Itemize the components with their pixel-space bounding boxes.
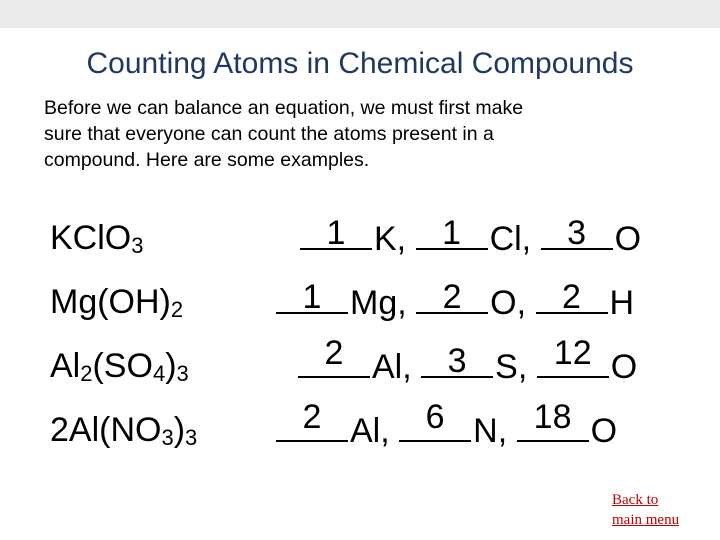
formula-text: KClO [50, 219, 132, 257]
answer-blank [300, 214, 372, 252]
answer-value: 1 [326, 214, 346, 252]
answer-blank [298, 334, 370, 378]
back-to-main-menu-link[interactable] [612, 490, 679, 530]
formula-mgoh2 [50, 282, 183, 322]
intro-line-1: Before we can balance an equation, we must first make [44, 97, 524, 119]
answer-blank [537, 334, 609, 378]
answer-blank [276, 278, 348, 316]
answer-blank [517, 398, 589, 442]
formula-text: ) [165, 347, 177, 385]
intro-line-3: compound. Here are some examples. [44, 149, 370, 171]
answer-blank [536, 278, 608, 316]
answer-value: 2 [562, 278, 581, 316]
formula-text: Al [50, 347, 81, 385]
answer-blank [399, 398, 471, 442]
formula-subscript: 3 [176, 361, 189, 386]
back-link-line-2: main menu [612, 512, 680, 528]
answer-value: 2 [324, 334, 344, 372]
formula-text: 2Al(NO [50, 411, 162, 449]
answer-value: 1 [442, 214, 462, 252]
element-label: N, [473, 412, 508, 450]
answer-value: 6 [425, 398, 445, 436]
answer-blank [541, 214, 613, 252]
answer-value: 1 [302, 278, 322, 316]
element-label: Cl, [489, 220, 532, 258]
count-line-kclo3 [300, 214, 642, 259]
element-label: K, [374, 220, 407, 258]
answer-blank [416, 214, 488, 252]
formula-subscript: 3 [185, 425, 198, 450]
count-line-mgoh2 [276, 278, 635, 323]
answer-blank [421, 342, 493, 380]
element-label: O [614, 220, 642, 258]
answer-blank [276, 398, 348, 442]
element-label: H [609, 284, 635, 322]
formula-text: ) [173, 411, 186, 449]
element-label: O, [490, 284, 527, 322]
formula-subscript: 3 [131, 233, 144, 258]
intro-line-2: sure that everyone can count the atoms present in a [44, 123, 494, 145]
formula-kclo3 [50, 218, 143, 258]
element-label: O [590, 412, 618, 450]
answer-value: 18 [533, 398, 572, 436]
formula-al2so43 [50, 346, 189, 386]
answer-value: 2 [442, 278, 462, 316]
count-line-2alno33 [276, 398, 618, 451]
page-title: Counting Atoms in Chemical Compounds [86, 47, 634, 80]
count-line-al2so43 [298, 334, 638, 387]
answer-value: 3 [567, 214, 587, 252]
formula-text: (SO [92, 347, 153, 385]
element-label: S, [495, 348, 528, 386]
element-label: Al, [372, 348, 412, 386]
element-label: Mg, [350, 284, 407, 322]
element-label: Al, [350, 412, 390, 450]
formula-subscript: 3 [161, 425, 174, 450]
formula-subscript: 2 [80, 361, 93, 386]
answer-value: 12 [553, 334, 592, 372]
answer-blank [416, 278, 488, 316]
formula-subscript: 4 [152, 361, 166, 386]
formula-2alno33 [50, 410, 197, 450]
back-link-line-1: Back to [612, 492, 659, 508]
element-label: O [610, 348, 638, 386]
answer-value: 3 [447, 342, 467, 380]
formula-text: Mg(OH) [50, 283, 171, 321]
formula-subscript: 2 [170, 297, 184, 322]
top-bar [0, 0, 720, 28]
intro-text [44, 95, 674, 173]
answer-value: 2 [302, 398, 322, 436]
